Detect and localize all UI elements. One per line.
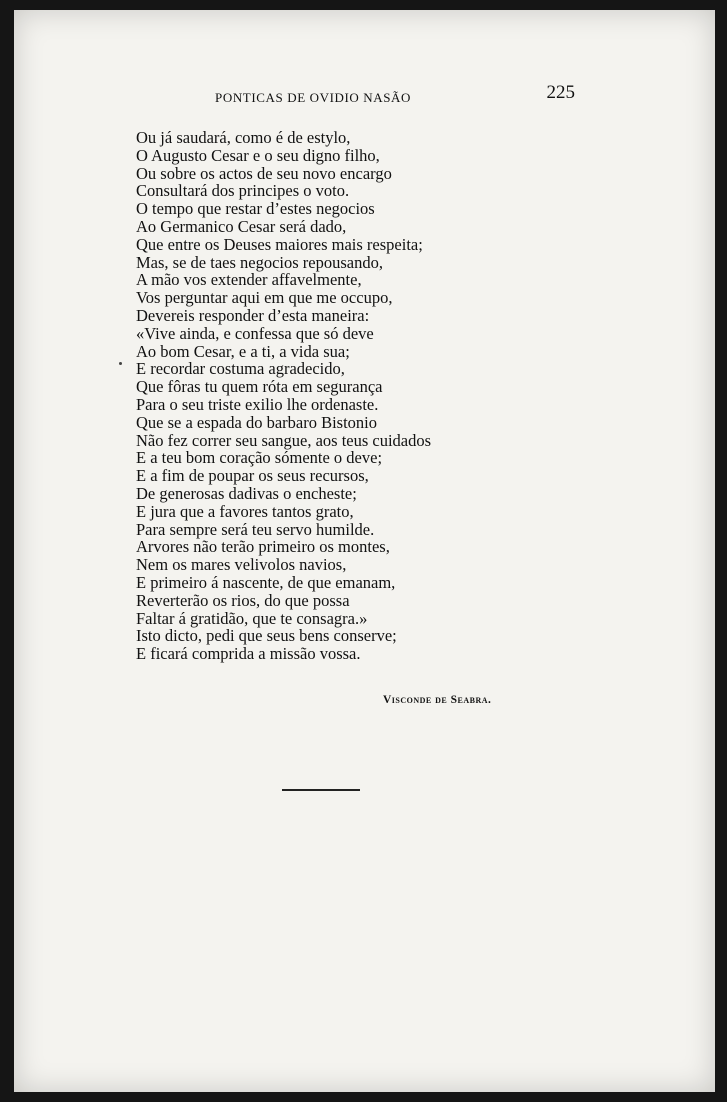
poem-line: Vos perguntar aqui em que me occupo, — [136, 288, 393, 308]
poem-line: Que fôras tu quem róta em segurança — [136, 377, 383, 397]
poem-line: Não fez correr seu sangue, aos teus cuidados — [136, 430, 432, 450]
poem-line: «Vive ainda, e confessa que só deve — [136, 323, 374, 343]
poem-line: Ou já saudará, como é de estylo, — [136, 128, 351, 147]
poem-line: E recordar costuma agradecido, — [136, 359, 345, 379]
poem-line: E a teu bom coração sómente o deve; — [136, 448, 383, 468]
poem-line: E ficará comprida a missão vossa. — [136, 644, 361, 664]
running-title: PONTICAS DE OVIDIO NASÃO — [215, 90, 412, 105]
poem-line: O tempo que restar d’estes negocios — [136, 199, 375, 219]
poem-line: Reverterão os rios, do que possa — [136, 590, 350, 610]
poem-line: Mas, se de taes negocios repousando, — [136, 252, 383, 272]
poem-line: Arvores não terão primeiro os montes, — [136, 537, 390, 557]
poem-line: Nem os mares velivolos navios, — [136, 555, 347, 575]
poem-line: Ao Germanico Cesar será dado, — [136, 216, 347, 236]
poem-line: A mão vos extender affavelmente, — [136, 270, 362, 290]
poem-line: Ao bom Cesar, e a ti, a vida sua; — [136, 341, 350, 361]
poem-line: Que se a espada do barbaro Bistonio — [136, 412, 378, 432]
poem-text — [136, 129, 616, 663]
poem-line: Ou sobre os actos de seu novo encargo — [136, 163, 392, 183]
page-number: 225 — [546, 82, 575, 103]
poem-line: Para o seu triste exilio lhe ordenaste. — [136, 394, 379, 414]
poem-line: E jura que a favores tantos grato, — [136, 501, 354, 521]
ink-speck — [119, 362, 122, 365]
poem-line: Devereis responder d’esta maneira: — [136, 305, 370, 325]
poem-line: Faltar á gratidão, que te consagra.» — [136, 608, 368, 628]
author-signature: Visconde de Seabra. — [383, 694, 492, 706]
poem-line: Para sempre será teu servo humilde. — [136, 519, 375, 539]
poem-line: E a fim de poupar os seus recursos, — [136, 466, 369, 486]
poem-line: Isto dicto, pedi que seus bens conserve; — [136, 626, 397, 646]
end-rule — [282, 789, 360, 791]
running-head — [215, 80, 575, 108]
poem-line: Que entre os Deuses maiores mais respeita; — [136, 234, 423, 254]
poem-line: Consultará dos principes o voto. — [136, 181, 350, 201]
poem-line: O Augusto Cesar e o seu digno filho, — [136, 145, 380, 165]
poem-line: De generosas dadivas o encheste; — [136, 483, 357, 503]
poem-line: E primeiro á nascente, de que emanam, — [136, 572, 396, 592]
